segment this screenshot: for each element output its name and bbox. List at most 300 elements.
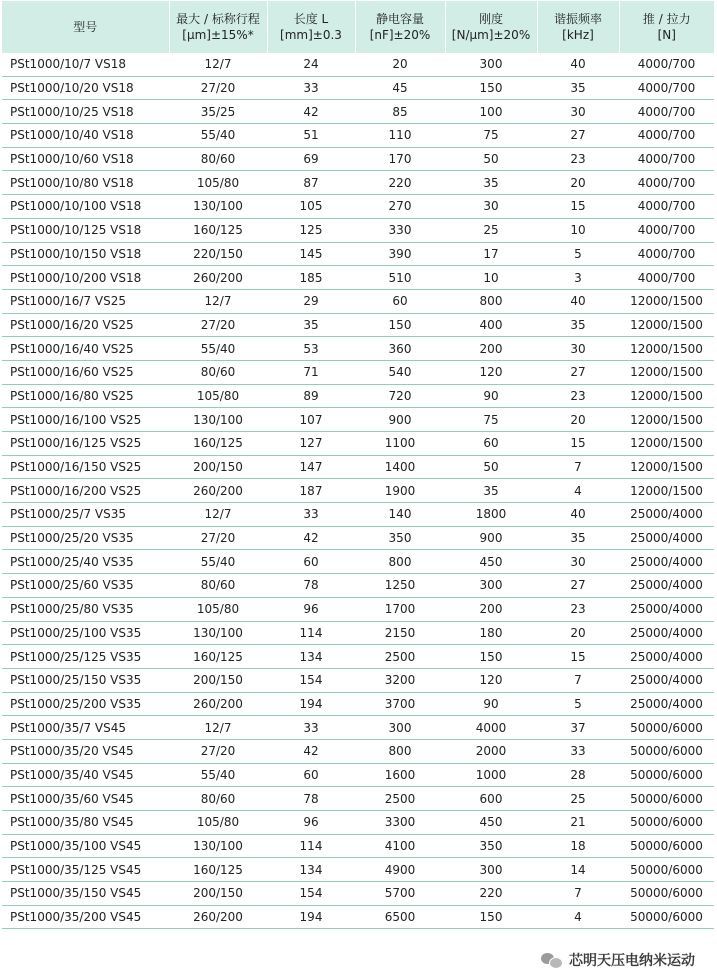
table-cell: 30	[445, 195, 537, 219]
table-cell: 350	[355, 526, 445, 550]
table-row	[2, 597, 714, 621]
table-cell: 130/100	[169, 834, 267, 858]
table-cell: 50000/6000	[619, 787, 714, 811]
table-cell: 2500	[355, 787, 445, 811]
table-cell: 25	[445, 218, 537, 242]
table-cell: 45	[355, 76, 445, 100]
table-cell: 160/125	[169, 218, 267, 242]
table-cell: 12000/1500	[619, 289, 714, 313]
table-row	[2, 882, 714, 906]
table-cell: 7	[537, 668, 619, 692]
table-cell: 105/80	[169, 171, 267, 195]
table-cell: 110	[355, 124, 445, 148]
table-cell: 42	[267, 739, 355, 763]
table-cell: 96	[267, 811, 355, 835]
table-cell: 78	[267, 787, 355, 811]
table-cell: 23	[537, 597, 619, 621]
table-cell: 4	[537, 905, 619, 929]
table-cell: 800	[355, 550, 445, 574]
table-cell: 27/20	[169, 526, 267, 550]
table-cell: 4000/700	[619, 266, 714, 290]
model-cell: PSt1000/35/80 VS45	[2, 811, 169, 835]
column-header	[2, 1, 169, 53]
table-body	[2, 53, 714, 929]
model-cell: PSt1000/10/20 VS18	[2, 76, 169, 100]
table-cell: 15	[537, 195, 619, 219]
table-cell: 35	[537, 313, 619, 337]
model-cell: PSt1000/35/100 VS45	[2, 834, 169, 858]
column-header-line: 长度 L	[293, 12, 329, 26]
table-cell: 29	[267, 289, 355, 313]
table-cell: 4000/700	[619, 76, 714, 100]
table-cell: 12/7	[169, 716, 267, 740]
table-cell: 10	[537, 218, 619, 242]
table-cell: 50000/6000	[619, 811, 714, 835]
table-cell: 350	[445, 834, 537, 858]
table-cell: 185	[267, 266, 355, 290]
table-cell: 90	[445, 692, 537, 716]
table-cell: 25000/4000	[619, 503, 714, 527]
table-cell: 35	[445, 479, 537, 503]
model-cell: PSt1000/25/20 VS35	[2, 526, 169, 550]
table-cell: 130/100	[169, 408, 267, 432]
table-row	[2, 408, 714, 432]
table-cell: 3200	[355, 668, 445, 692]
model-cell: PSt1000/25/125 VS35	[2, 645, 169, 669]
model-cell: PSt1000/25/200 VS35	[2, 692, 169, 716]
table-cell: 510	[355, 266, 445, 290]
table-cell: 12000/1500	[619, 455, 714, 479]
table-cell: 200	[445, 597, 537, 621]
table-cell: 60	[267, 550, 355, 574]
table-cell: 25000/4000	[619, 621, 714, 645]
table-cell: 12000/1500	[619, 384, 714, 408]
table-cell: 300	[445, 53, 537, 76]
table-row	[2, 834, 714, 858]
model-cell: PSt1000/10/7 VS18	[2, 53, 169, 76]
table-cell: 27/20	[169, 739, 267, 763]
table-cell: 4000/700	[619, 242, 714, 266]
table-cell: 78	[267, 574, 355, 598]
table-row	[2, 360, 714, 384]
table-cell: 12000/1500	[619, 432, 714, 456]
model-cell: PSt1000/16/20 VS25	[2, 313, 169, 337]
table-row	[2, 574, 714, 598]
table-cell: 450	[445, 811, 537, 835]
table-cell: 200/150	[169, 668, 267, 692]
table-cell: 450	[445, 550, 537, 574]
model-cell: PSt1000/25/40 VS35	[2, 550, 169, 574]
table-cell: 4000/700	[619, 124, 714, 148]
table-cell: 270	[355, 195, 445, 219]
table-cell: 2150	[355, 621, 445, 645]
table-cell: 18	[537, 834, 619, 858]
table-cell: 23	[537, 384, 619, 408]
table-cell: 25000/4000	[619, 550, 714, 574]
table-cell: 15	[537, 645, 619, 669]
table-cell: 150	[445, 76, 537, 100]
table-row	[2, 432, 714, 456]
table-cell: 4900	[355, 858, 445, 882]
table-cell: 3	[537, 266, 619, 290]
table-cell: 25	[537, 787, 619, 811]
table-cell: 55/40	[169, 124, 267, 148]
table-row	[2, 384, 714, 408]
table-cell: 20	[537, 621, 619, 645]
table-cell: 4000/700	[619, 100, 714, 124]
table-cell: 12/7	[169, 289, 267, 313]
model-cell: PSt1000/10/150 VS18	[2, 242, 169, 266]
model-cell: PSt1000/25/100 VS35	[2, 621, 169, 645]
table-cell: 69	[267, 147, 355, 171]
column-header-line: [N/µm]±20%	[451, 28, 531, 42]
model-cell: PSt1000/10/40 VS18	[2, 124, 169, 148]
table-cell: 25000/4000	[619, 526, 714, 550]
table-cell: 25000/4000	[619, 645, 714, 669]
table-cell: 80/60	[169, 360, 267, 384]
table-cell: 40	[537, 503, 619, 527]
column-header-line: [mm]±0.3	[280, 28, 342, 42]
table-cell: 180	[445, 621, 537, 645]
table-cell: 33	[537, 739, 619, 763]
table-cell: 17	[445, 242, 537, 266]
table-cell: 330	[355, 218, 445, 242]
table-cell: 23	[537, 147, 619, 171]
table-cell: 87	[267, 171, 355, 195]
table-cell: 200/150	[169, 882, 267, 906]
table-cell: 720	[355, 384, 445, 408]
table-row	[2, 455, 714, 479]
model-cell: PSt1000/10/25 VS18	[2, 100, 169, 124]
header-row	[2, 1, 714, 53]
table-row	[2, 53, 714, 76]
model-cell: PSt1000/35/20 VS45	[2, 739, 169, 763]
table-cell: 80/60	[169, 574, 267, 598]
table-cell: 105/80	[169, 597, 267, 621]
model-cell: PSt1000/35/60 VS45	[2, 787, 169, 811]
table-cell: 60	[355, 289, 445, 313]
table-cell: 145	[267, 242, 355, 266]
table-row	[2, 811, 714, 835]
table-row	[2, 266, 714, 290]
wechat-icon	[541, 952, 563, 968]
table-cell: 140	[355, 503, 445, 527]
table-cell: 4100	[355, 834, 445, 858]
table-row	[2, 645, 714, 669]
model-cell: PSt1000/25/80 VS35	[2, 597, 169, 621]
table-cell: 12000/1500	[619, 360, 714, 384]
model-cell: PSt1000/16/125 VS25	[2, 432, 169, 456]
table-cell: 160/125	[169, 432, 267, 456]
table-cell: 114	[267, 834, 355, 858]
table-cell: 12/7	[169, 503, 267, 527]
column-header-line: 推 / 拉力	[642, 12, 691, 26]
model-cell: PSt1000/16/60 VS25	[2, 360, 169, 384]
table-cell: 75	[445, 408, 537, 432]
table-cell: 37	[537, 716, 619, 740]
column-header-line: [kHz]	[562, 28, 594, 42]
table-cell: 53	[267, 337, 355, 361]
table-cell: 33	[267, 76, 355, 100]
table-cell: 147	[267, 455, 355, 479]
table-cell: 1100	[355, 432, 445, 456]
table-cell: 14	[537, 858, 619, 882]
model-cell: PSt1000/35/200 VS45	[2, 905, 169, 929]
column-header	[169, 1, 267, 53]
table-cell: 80/60	[169, 147, 267, 171]
table-cell: 5	[537, 692, 619, 716]
table-row	[2, 763, 714, 787]
table-cell: 55/40	[169, 550, 267, 574]
table-cell: 154	[267, 882, 355, 906]
column-header-line: 谐振频率	[553, 12, 602, 26]
table-cell: 1700	[355, 597, 445, 621]
column-header-line: [µm]±15%*	[182, 28, 254, 42]
table-cell: 1800	[445, 503, 537, 527]
model-cell: PSt1000/25/60 VS35	[2, 574, 169, 598]
table-row	[2, 716, 714, 740]
table-cell: 134	[267, 858, 355, 882]
table-row	[2, 76, 714, 100]
table-cell: 100	[445, 100, 537, 124]
table-cell: 12000/1500	[619, 337, 714, 361]
table-cell: 60	[267, 763, 355, 787]
table-row	[2, 550, 714, 574]
table-cell: 25000/4000	[619, 597, 714, 621]
model-cell: PSt1000/10/60 VS18	[2, 147, 169, 171]
table-cell: 89	[267, 384, 355, 408]
table-cell: 160/125	[169, 858, 267, 882]
model-cell: PSt1000/10/125 VS18	[2, 218, 169, 242]
table-cell: 90	[445, 384, 537, 408]
table-row	[2, 218, 714, 242]
column-header	[537, 1, 619, 53]
table-cell: 50	[445, 455, 537, 479]
table-row	[2, 195, 714, 219]
table-cell: 194	[267, 692, 355, 716]
model-cell: PSt1000/16/100 VS25	[2, 408, 169, 432]
model-cell: PSt1000/35/150 VS45	[2, 882, 169, 906]
table-cell: 900	[445, 526, 537, 550]
table-cell: 187	[267, 479, 355, 503]
table-cell: 51	[267, 124, 355, 148]
table-cell: 127	[267, 432, 355, 456]
table-cell: 75	[445, 124, 537, 148]
table-cell: 35	[445, 171, 537, 195]
table-cell: 260/200	[169, 266, 267, 290]
table-cell: 35	[537, 526, 619, 550]
table-cell: 27	[537, 574, 619, 598]
table-cell: 10	[445, 266, 537, 290]
table-cell: 4	[537, 479, 619, 503]
table-cell: 50000/6000	[619, 905, 714, 929]
table-cell: 42	[267, 526, 355, 550]
column-header-line: 型号	[73, 20, 98, 34]
table-cell: 25000/4000	[619, 668, 714, 692]
table-row	[2, 739, 714, 763]
table-cell: 60	[445, 432, 537, 456]
table-cell: 220	[445, 882, 537, 906]
table-cell: 21	[537, 811, 619, 835]
table-cell: 12000/1500	[619, 408, 714, 432]
table-cell: 3300	[355, 811, 445, 835]
table-cell: 800	[445, 289, 537, 313]
table-cell: 40	[537, 289, 619, 313]
table-cell: 3700	[355, 692, 445, 716]
table-cell: 400	[445, 313, 537, 337]
table-cell: 120	[445, 360, 537, 384]
table-cell: 170	[355, 147, 445, 171]
table-cell: 5700	[355, 882, 445, 906]
table-row	[2, 313, 714, 337]
table-cell: 220	[355, 171, 445, 195]
table-cell: 55/40	[169, 337, 267, 361]
table-cell: 105/80	[169, 384, 267, 408]
table-cell: 2500	[355, 645, 445, 669]
table-cell: 134	[267, 645, 355, 669]
table-cell: 194	[267, 905, 355, 929]
table-cell: 85	[355, 100, 445, 124]
table-cell: 260/200	[169, 905, 267, 929]
table-cell: 15	[537, 432, 619, 456]
table-cell: 30	[537, 100, 619, 124]
table-cell: 2000	[445, 739, 537, 763]
table-row	[2, 668, 714, 692]
table-cell: 800	[355, 739, 445, 763]
model-cell: PSt1000/35/40 VS45	[2, 763, 169, 787]
table-row	[2, 621, 714, 645]
table-cell: 27/20	[169, 313, 267, 337]
model-cell: PSt1000/16/150 VS25	[2, 455, 169, 479]
table-cell: 1250	[355, 574, 445, 598]
table-cell: 35/25	[169, 100, 267, 124]
table-row	[2, 692, 714, 716]
table-cell: 50000/6000	[619, 716, 714, 740]
table-cell: 130/100	[169, 195, 267, 219]
model-cell: PSt1000/16/40 VS25	[2, 337, 169, 361]
table-cell: 55/40	[169, 763, 267, 787]
table-cell: 20	[537, 408, 619, 432]
table-cell: 105/80	[169, 811, 267, 835]
table-cell: 12000/1500	[619, 313, 714, 337]
table-row	[2, 147, 714, 171]
table-cell: 4000/700	[619, 195, 714, 219]
model-cell: PSt1000/35/7 VS45	[2, 716, 169, 740]
model-cell: PSt1000/25/7 VS35	[2, 503, 169, 527]
table-cell: 150	[445, 905, 537, 929]
table-cell: 300	[445, 574, 537, 598]
table-cell: 4000/700	[619, 147, 714, 171]
table-cell: 105	[267, 195, 355, 219]
table-cell: 390	[355, 242, 445, 266]
table-row	[2, 242, 714, 266]
model-cell: PSt1000/16/200 VS25	[2, 479, 169, 503]
column-header-line: [N]	[657, 28, 676, 42]
table-cell: 114	[267, 621, 355, 645]
table-cell: 30	[537, 550, 619, 574]
table-cell: 260/200	[169, 692, 267, 716]
table-cell: 50000/6000	[619, 834, 714, 858]
table-cell: 50000/6000	[619, 763, 714, 787]
table-cell: 4000	[445, 716, 537, 740]
table-cell: 300	[355, 716, 445, 740]
table-cell: 42	[267, 100, 355, 124]
table-cell: 25000/4000	[619, 692, 714, 716]
table-cell: 150	[355, 313, 445, 337]
table-row	[2, 289, 714, 313]
table-cell: 50000/6000	[619, 858, 714, 882]
table-cell: 160/125	[169, 645, 267, 669]
table-cell: 1600	[355, 763, 445, 787]
table-cell: 107	[267, 408, 355, 432]
table-cell: 20	[355, 53, 445, 76]
column-header	[445, 1, 537, 53]
model-cell: PSt1000/10/100 VS18	[2, 195, 169, 219]
footer-watermark	[541, 950, 695, 970]
table-cell: 130/100	[169, 621, 267, 645]
column-header	[619, 1, 714, 53]
table-row	[2, 503, 714, 527]
model-cell: PSt1000/10/80 VS18	[2, 171, 169, 195]
table-cell: 50	[445, 147, 537, 171]
table-cell: 50000/6000	[619, 882, 714, 906]
footer-text: 芯明天压电纳米运动	[569, 953, 695, 969]
table-cell: 35	[537, 76, 619, 100]
table-cell: 154	[267, 668, 355, 692]
table-row	[2, 171, 714, 195]
table-cell: 260/200	[169, 479, 267, 503]
table-cell: 200/150	[169, 455, 267, 479]
table-cell: 1000	[445, 763, 537, 787]
table-cell: 20	[537, 171, 619, 195]
table-cell: 40	[537, 53, 619, 76]
table-cell: 5	[537, 242, 619, 266]
table-row	[2, 337, 714, 361]
table-cell: 35	[267, 313, 355, 337]
table-cell: 4000/700	[619, 53, 714, 76]
table-cell: 96	[267, 597, 355, 621]
column-header	[355, 1, 445, 53]
table-cell: 30	[537, 337, 619, 361]
table-header	[2, 1, 714, 53]
table-cell: 7	[537, 455, 619, 479]
table-cell: 28	[537, 763, 619, 787]
table-cell: 220/150	[169, 242, 267, 266]
table-row	[2, 124, 714, 148]
table-cell: 27/20	[169, 76, 267, 100]
table-cell: 12000/1500	[619, 479, 714, 503]
table-cell: 27	[537, 360, 619, 384]
table-cell: 50000/6000	[619, 739, 714, 763]
table-cell: 125	[267, 218, 355, 242]
table-cell: 25000/4000	[619, 574, 714, 598]
table-cell: 33	[267, 503, 355, 527]
table-cell: 71	[267, 360, 355, 384]
column-header-line: 最大 / 标称行程	[176, 12, 260, 26]
model-cell: PSt1000/16/7 VS25	[2, 289, 169, 313]
table-cell: 80/60	[169, 787, 267, 811]
table-row	[2, 905, 714, 929]
table-cell: 7	[537, 882, 619, 906]
model-cell: PSt1000/10/200 VS18	[2, 266, 169, 290]
column-header-line: 静电容量	[375, 12, 424, 26]
table-row	[2, 858, 714, 882]
table-cell: 600	[445, 787, 537, 811]
model-cell: PSt1000/16/80 VS25	[2, 384, 169, 408]
table-row	[2, 100, 714, 124]
table-cell: 4000/700	[619, 218, 714, 242]
column-header	[267, 1, 355, 53]
